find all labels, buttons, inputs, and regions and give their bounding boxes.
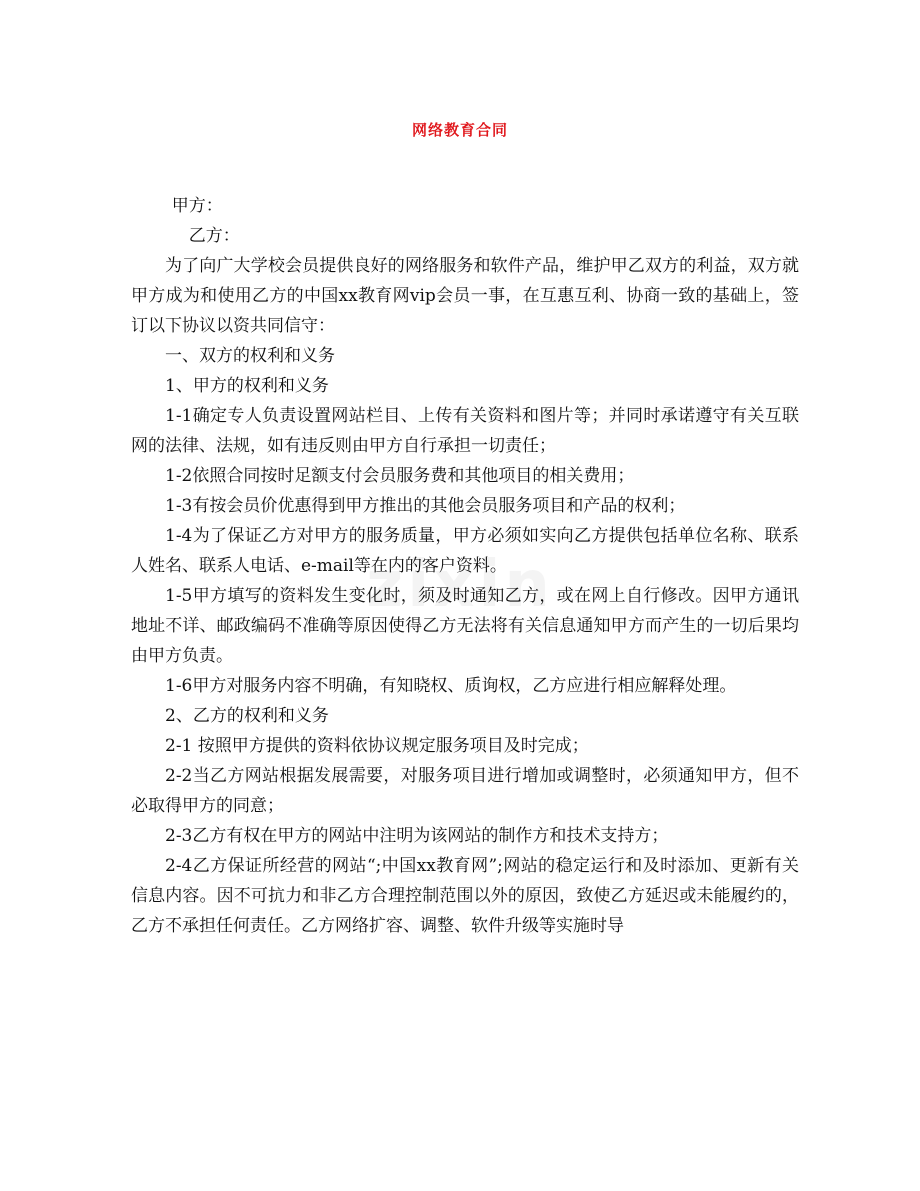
preamble-paragraph: 为了向广大学校会员提供良好的网络服务和软件产品，维护甲乙双方的利益，双方就甲方成为和使用乙方的中国xx教育网vip会员一事，在互惠互利、协商一致的基础上，签订以下协议以资共同信守： (131, 256, 799, 336)
document-title: 网络教育合同 (411, 121, 508, 139)
clause-2-2: 2-2当乙方网站根据发展需要，对服务项目进行增加或调整时，必须通知甲方，但不必取得甲方的同意； (131, 766, 799, 816)
clause-1-4: 1-4为了保证乙方对甲方的服务质量，甲方必须如实向乙方提供包括单位名称、联系人姓名、联系人电话、e-mail等在内的客户资料。 (131, 526, 799, 576)
clause-1-1: 1-1确定专人负责设置网站栏目、上传有关资料和图片等；并同时承诺遵守有关互联网的法律、法规，如有违反则由甲方自行承担一切责任； (131, 406, 799, 456)
subsection-heading-party-a: 1、甲方的权利和义务 (165, 376, 329, 396)
clause-2-1: 2-1 按照甲方提供的资料依协议规定服务项目及时完成； (165, 736, 589, 756)
party-a-line: 甲方： (171, 196, 223, 216)
clause-1-2: 1-2依照合同按时足额支付会员服务费和其他项目的相关费用； (165, 466, 635, 486)
clause-1-3: 1-3有按会员价优惠得到甲方推出的其他会员服务项目和产品的权利； (165, 496, 686, 516)
party-b-line: 乙方： (188, 226, 240, 246)
section-heading-rights: 一、双方的权利和义务 (165, 346, 335, 366)
document-body (131, 191, 799, 941)
clause-2-4: 2-4乙方保证所经营的网站“;中国xx教育网”;网站的稳定运行和及时添加、更新有关信息内容。因不可抗力和非乙方合理控制范围以外的原因，致使乙方延迟或未能履约的，乙方不承担任何责任。乙方网络扩容、调整、软件升级等实施时导 (131, 856, 799, 936)
clause-1-5: 1-5甲方填写的资料发生变化时，须及时通知乙方，或在网上自行修改。因甲方通讯地址不详、邮政编码不准确等原因使得乙方无法将有关信息通知甲方而产生的一切后果均由甲方负责。 (131, 586, 799, 666)
clause-2-3: 2-3乙方有权在甲方的网站中注明为该网站的制作方和技术支持方； (165, 826, 669, 846)
clause-1-6: 1-6甲方对服务内容不明确，有知晓权、质询权，乙方应进行相应解释处理。 (165, 676, 737, 696)
subsection-heading-party-b: 2、乙方的权利和义务 (165, 706, 329, 726)
